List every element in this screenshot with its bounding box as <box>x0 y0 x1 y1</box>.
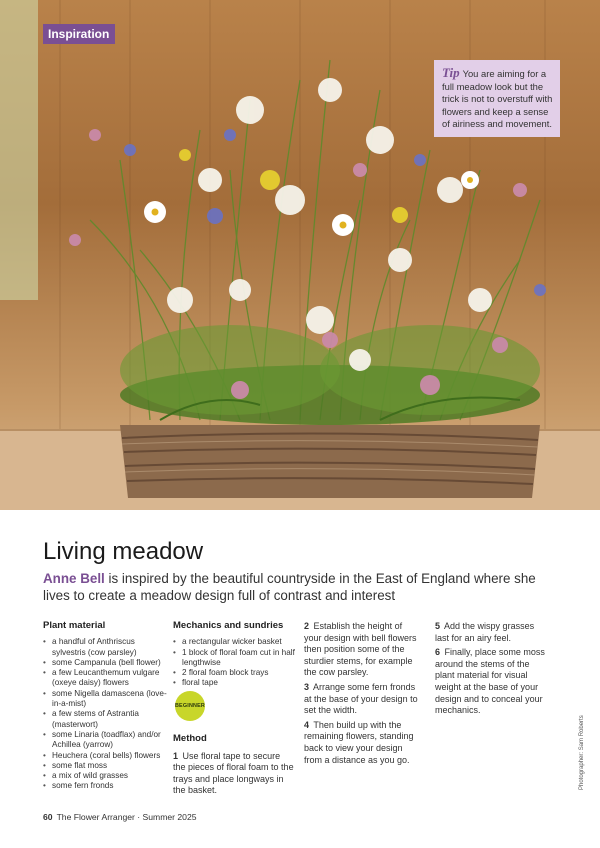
step-number: 6 <box>435 647 441 658</box>
mechanics-list <box>173 637 298 688</box>
method-step <box>435 647 550 717</box>
list-item: • a handful of Anthriscus sylvestris (cow parsley) <box>43 637 168 658</box>
list-item: • a few Leucanthemum vulgare (oxeye daisy) flowers <box>43 668 168 689</box>
method-column-2 <box>304 621 420 769</box>
plant-material-list <box>43 637 168 791</box>
step-text: Use floral tape to secure the pieces of floral foam to the trays and place longways in the basket. <box>173 750 294 796</box>
step-text: Establish the height of your design with bell flowers then position some of the sturdier stems, for example the cow parsley. <box>304 621 417 678</box>
step-text: Finally, place some moss around the stems of the plant material for visual weight at the base of your design and to conceal your mechanics. <box>435 647 545 716</box>
method-heading: Method <box>173 733 207 744</box>
list-item: • some Linaria (toadflax) and/or Achillea (yarrow) <box>43 730 168 751</box>
list-item: • 1 block of floral foam cut in half lengthwise <box>173 648 298 669</box>
plant-material-heading: Plant material <box>43 620 106 631</box>
standfirst-text: is inspired by the beautiful countryside in the East of England where she lives to create a meadow design full of contrast and interest <box>43 571 536 603</box>
tip-text: You are aiming for a full meadow look but the trick is not to overstuff with flowers and keep a sense of airiness and movement. <box>442 68 553 130</box>
plant-material-column <box>43 621 168 792</box>
method-column-3 <box>435 621 550 720</box>
list-item: • a mix of wild grasses <box>43 771 168 781</box>
step-number: 5 <box>435 621 441 631</box>
method-step <box>304 720 420 766</box>
photo-credit: Photographer: Sam Roberts <box>579 715 585 790</box>
method-step <box>173 751 295 797</box>
step-text: Then build up with the remaining flowers, standing back to view your design from a distance as you go. <box>304 719 414 765</box>
section-tag: Inspiration <box>43 24 115 44</box>
article-headline: Living meadow <box>43 538 204 565</box>
list-item: • 2 floral foam block trays <box>173 668 298 678</box>
list-item: • some Campanula (bell flower) <box>43 658 168 668</box>
publication-name: The Flower Arranger · Summer 2025 <box>56 812 197 822</box>
method-step <box>304 682 420 717</box>
mechanics-heading: Mechanics and sundries <box>173 620 284 631</box>
list-item: • some flat moss <box>43 761 168 771</box>
method-column <box>173 733 295 800</box>
step-number: 1 <box>173 750 179 761</box>
list-item: • a few stems of Astrantia (masterwort) <box>43 709 168 730</box>
step-text: Arrange some fern fronds at the base of your design to set the width. <box>304 681 418 716</box>
list-item: • a rectangular wicker basket <box>173 637 298 647</box>
author-name: Anne Bell <box>43 571 105 586</box>
step-number: 2 <box>304 621 310 631</box>
method-step <box>435 621 550 644</box>
method-step <box>304 621 420 679</box>
mechanics-column <box>173 621 298 689</box>
tip-box <box>434 60 560 137</box>
article-standfirst <box>43 570 563 604</box>
page-number: 60 <box>43 812 53 822</box>
step-number: 3 <box>304 681 310 692</box>
page-footer <box>43 812 197 822</box>
beginner-badge: BEGINNER <box>175 691 205 721</box>
list-item: • Heuchera (coral bells) flowers <box>43 751 168 761</box>
tip-label: Tip <box>442 65 460 80</box>
list-item: • floral tape <box>173 678 298 688</box>
step-number: 4 <box>304 719 310 730</box>
list-item: • some Nigella damascena (love-in-a-mist) <box>43 689 168 710</box>
list-item: • some fern fronds <box>43 781 168 791</box>
step-text: Add the wispy grasses last for an airy feel. <box>435 621 535 643</box>
